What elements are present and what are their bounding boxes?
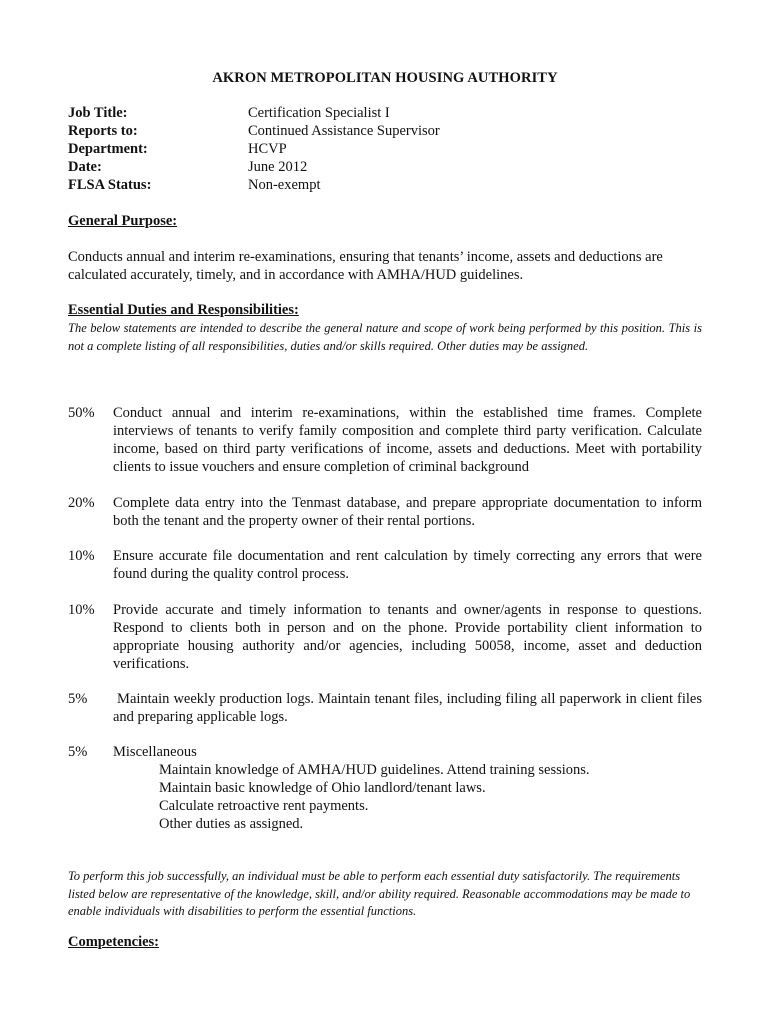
- reports-to-label: Reports to:: [68, 123, 138, 139]
- duty-text: Complete data entry into the Tenmast database, and prepare appropriate documentation to inform both the tenant and the property owner of their rental portions.: [113, 495, 702, 529]
- date-label: Date:: [68, 159, 102, 175]
- duty-percent: 20%: [68, 495, 95, 511]
- department-label: Department:: [68, 141, 148, 157]
- job-info-row: [68, 158, 440, 176]
- general-purpose-text: Conducts annual and interim re-examinations, ensuring that tenants’ income, assets and deductions are calculated accurately, timely, and in accordance with AMHA/HUD guidelines.: [68, 249, 663, 283]
- reports-to-value: Continued Assistance Supervisor: [248, 123, 440, 139]
- misc-line: Maintain basic knowledge of Ohio landlord/tenant laws.: [159, 780, 486, 796]
- duty-percent: 5%: [68, 744, 88, 760]
- date-value: June 2012: [248, 159, 308, 175]
- duty-text: Ensure accurate file documentation and rent calculation by timely correcting any errors that were found during the quality control process.: [113, 548, 702, 582]
- document-title: AKRON METROPOLITAN HOUSING AUTHORITY: [212, 70, 558, 86]
- duty-item: [68, 601, 702, 673]
- misc-block: [113, 743, 702, 833]
- misc-line: Other duties as assigned.: [159, 816, 304, 832]
- duty-item: [68, 547, 702, 583]
- job-title-label: Job Title:: [68, 105, 128, 121]
- flsa-status-value: Non-exempt: [248, 177, 321, 193]
- job-info-row: [68, 140, 440, 158]
- duty-text: Provide accurate and timely information to tenants and owner/agents in response to questions. Respond to clients both in person and on the phone. Provide portability client information to appropriate housing authority and/or agencies, including 50058, income, asset and deduction verifications.: [113, 602, 702, 672]
- duty-text: Conduct annual and interim re-examinations, within the established time frames. Complete interviews of tenants to verify family composition and complete third party verification. Calculate income, based on third party verifications of income, assets and deductions. Meet with portability clients to issue vouchers and ensure completion of criminal background: [113, 405, 702, 475]
- duty-percent: 50%: [68, 405, 95, 421]
- job-info-row: [68, 122, 440, 140]
- job-title-value: Certification Specialist I: [248, 105, 390, 121]
- misc-line: Calculate retroactive rent payments.: [159, 798, 369, 814]
- essential-duties-heading: Essential Duties and Responsibilities:: [68, 302, 299, 318]
- general-purpose-heading: General Purpose:: [68, 213, 178, 229]
- duty-item-miscellaneous: [68, 743, 702, 833]
- requirements-note: To perform this job successfully, an individual must be able to perform each essential duty satisfactorily. The requirements listed below are representative of the knowledge, skill, and/or ability required. Reasonable accommodations may be made to enable individuals with disabilities to perform the essential functions.: [68, 869, 691, 918]
- job-info-row: [68, 176, 440, 194]
- duty-item: [68, 404, 702, 476]
- duty-item: [68, 494, 702, 530]
- duty-percent: 10%: [68, 548, 95, 564]
- duty-item: [68, 690, 706, 726]
- misc-list: [113, 761, 702, 833]
- flsa-status-label: FLSA Status:: [68, 177, 152, 193]
- job-info-row: [68, 104, 440, 122]
- misc-heading: Miscellaneous: [113, 744, 197, 760]
- job-info-block: [68, 104, 440, 194]
- duty-percent: 10%: [68, 602, 95, 618]
- duty-percent: 5%: [68, 691, 88, 707]
- essential-duties-note: The below statements are intended to describe the general nature and scope of work being performed by this position. This is not a complete listing of all responsibilities, duties and/or skills required. Other duties may be assigned.: [68, 321, 702, 353]
- duty-text: Maintain weekly production logs. Maintain tenant files, including filing all paperwork in client files and preparing applicable logs.: [113, 691, 706, 725]
- competencies-heading: Competencies:: [68, 934, 160, 950]
- misc-line: Maintain knowledge of AMHA/HUD guidelines. Attend training sessions.: [159, 762, 590, 778]
- department-value: HCVP: [248, 141, 287, 157]
